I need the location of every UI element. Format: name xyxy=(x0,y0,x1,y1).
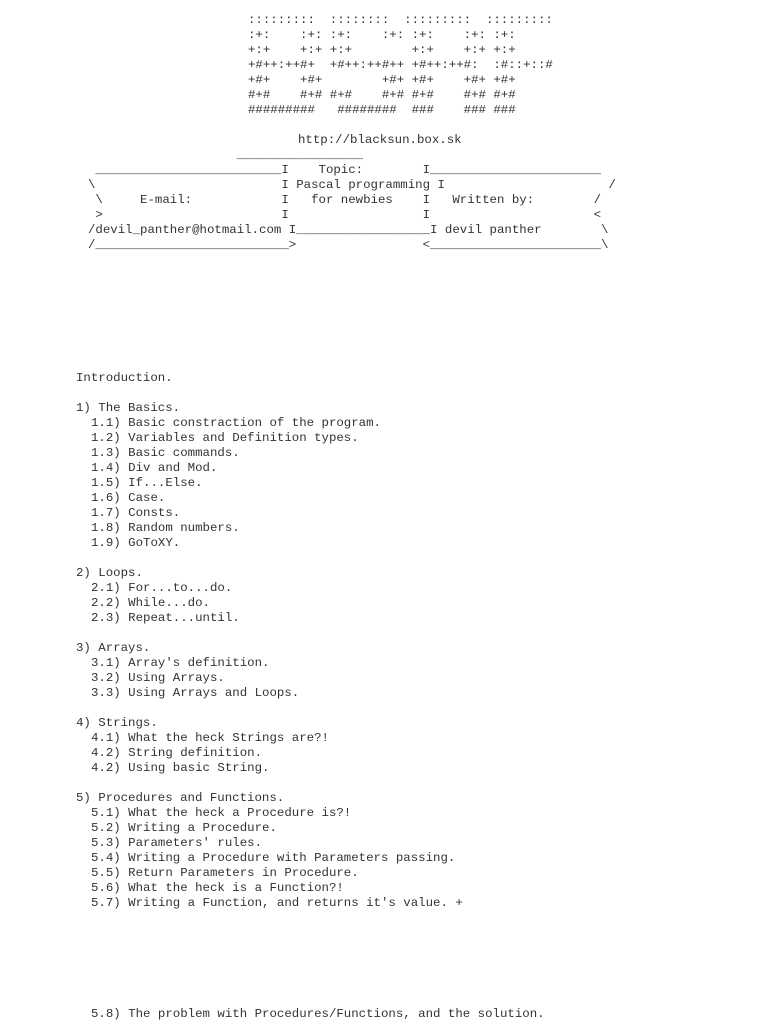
toc-section-loops xyxy=(76,566,463,626)
toc-section-title: 1) The Basics. xyxy=(76,401,181,415)
toc-item: 1.9) GoToXY. xyxy=(91,536,181,550)
toc-item: 4.1) What the heck Strings are?! xyxy=(91,731,329,745)
toc-item: 5.3) Parameters' rules. xyxy=(91,836,263,850)
toc-item: 1.3) Basic commands. xyxy=(91,446,240,460)
toc-item: 5.2) Writing a Procedure. xyxy=(91,821,277,835)
toc-item: 5.4) Writing a Procedure with Parameters passing. xyxy=(91,851,456,865)
toc-item: 1.7) Consts. xyxy=(91,506,181,520)
ascii-logo: ::::::::: :::::::: ::::::::: ::::::::: :+: :+: :+: :+: :+: :+: :+: +:+ +:+ +:+ +:+ +:+ +:+ +#++:++#+ +#++:++#++ +#++:++#: :#::+::# +#+ +#+ +#+ +#+ +#+ +#+ #+# #+# #+# #+# #+# #+# #+# ######### ######## ### ### ### xyxy=(248,13,553,117)
toc-item: 5.7) Writing a Function, and returns it's value. + xyxy=(91,896,463,910)
toc-item: 1.2) Variables and Definition types. xyxy=(91,431,359,445)
toc-section-title: 4) Strings. xyxy=(76,716,158,730)
toc-item: 3.3) Using Arrays and Loops. xyxy=(91,686,300,700)
toc-item: 5.1) What the heck a Procedure is?! xyxy=(91,806,352,820)
toc-item: 1.6) Case. xyxy=(91,491,166,505)
toc-section-title: 5) Procedures and Functions. xyxy=(76,791,285,805)
toc-introduction: Introduction. xyxy=(76,371,173,385)
site-url: http://blacksun.box.sk xyxy=(298,133,462,147)
toc-trailing-item: 5.8) The problem with Procedures/Functions, and the solution. xyxy=(91,1007,545,1021)
toc-section-basics xyxy=(76,401,463,551)
toc-item: 1.1) Basic constraction of the program. xyxy=(91,416,381,430)
toc-item: 1.5) If...Else. xyxy=(91,476,203,490)
toc-section-strings xyxy=(76,716,463,776)
toc-item: 5.5) Return Parameters in Procedure. xyxy=(91,866,359,880)
toc-section-title: 2) Loops. xyxy=(76,566,143,580)
toc-item: 5.6) What the heck is a Function?! xyxy=(91,881,344,895)
toc-item: 3.2) Using Arrays. xyxy=(91,671,225,685)
toc-item: 4.2) String definition. xyxy=(91,746,263,760)
toc-item: 4.2) Using basic String. xyxy=(91,761,270,775)
toc-section-arrays xyxy=(76,641,463,701)
toc-item: 2.1) For...to...do. xyxy=(91,581,233,595)
toc-item: 1.4) Div and Mod. xyxy=(91,461,218,475)
toc-item: 1.8) Random numbers. xyxy=(91,521,240,535)
toc-section-title: 3) Arrays. xyxy=(76,641,151,655)
toc-item: 3.1) Array's definition. xyxy=(91,656,270,670)
toc-item: 2.3) Repeat...until. xyxy=(91,611,240,625)
header-box: _________________ _________________________I Topic: I_______________________ \ I Pascal programming I / \ E-mail: I for newbies I Written by: / > I I < /devil_panther@hotmail.com I__________________I devil panther \ /__________________________> <_______________________\ xyxy=(88,148,616,252)
toc-section-procedures xyxy=(76,791,463,911)
toc-item: 2.2) While...do. xyxy=(91,596,210,610)
table-of-contents xyxy=(76,371,463,926)
